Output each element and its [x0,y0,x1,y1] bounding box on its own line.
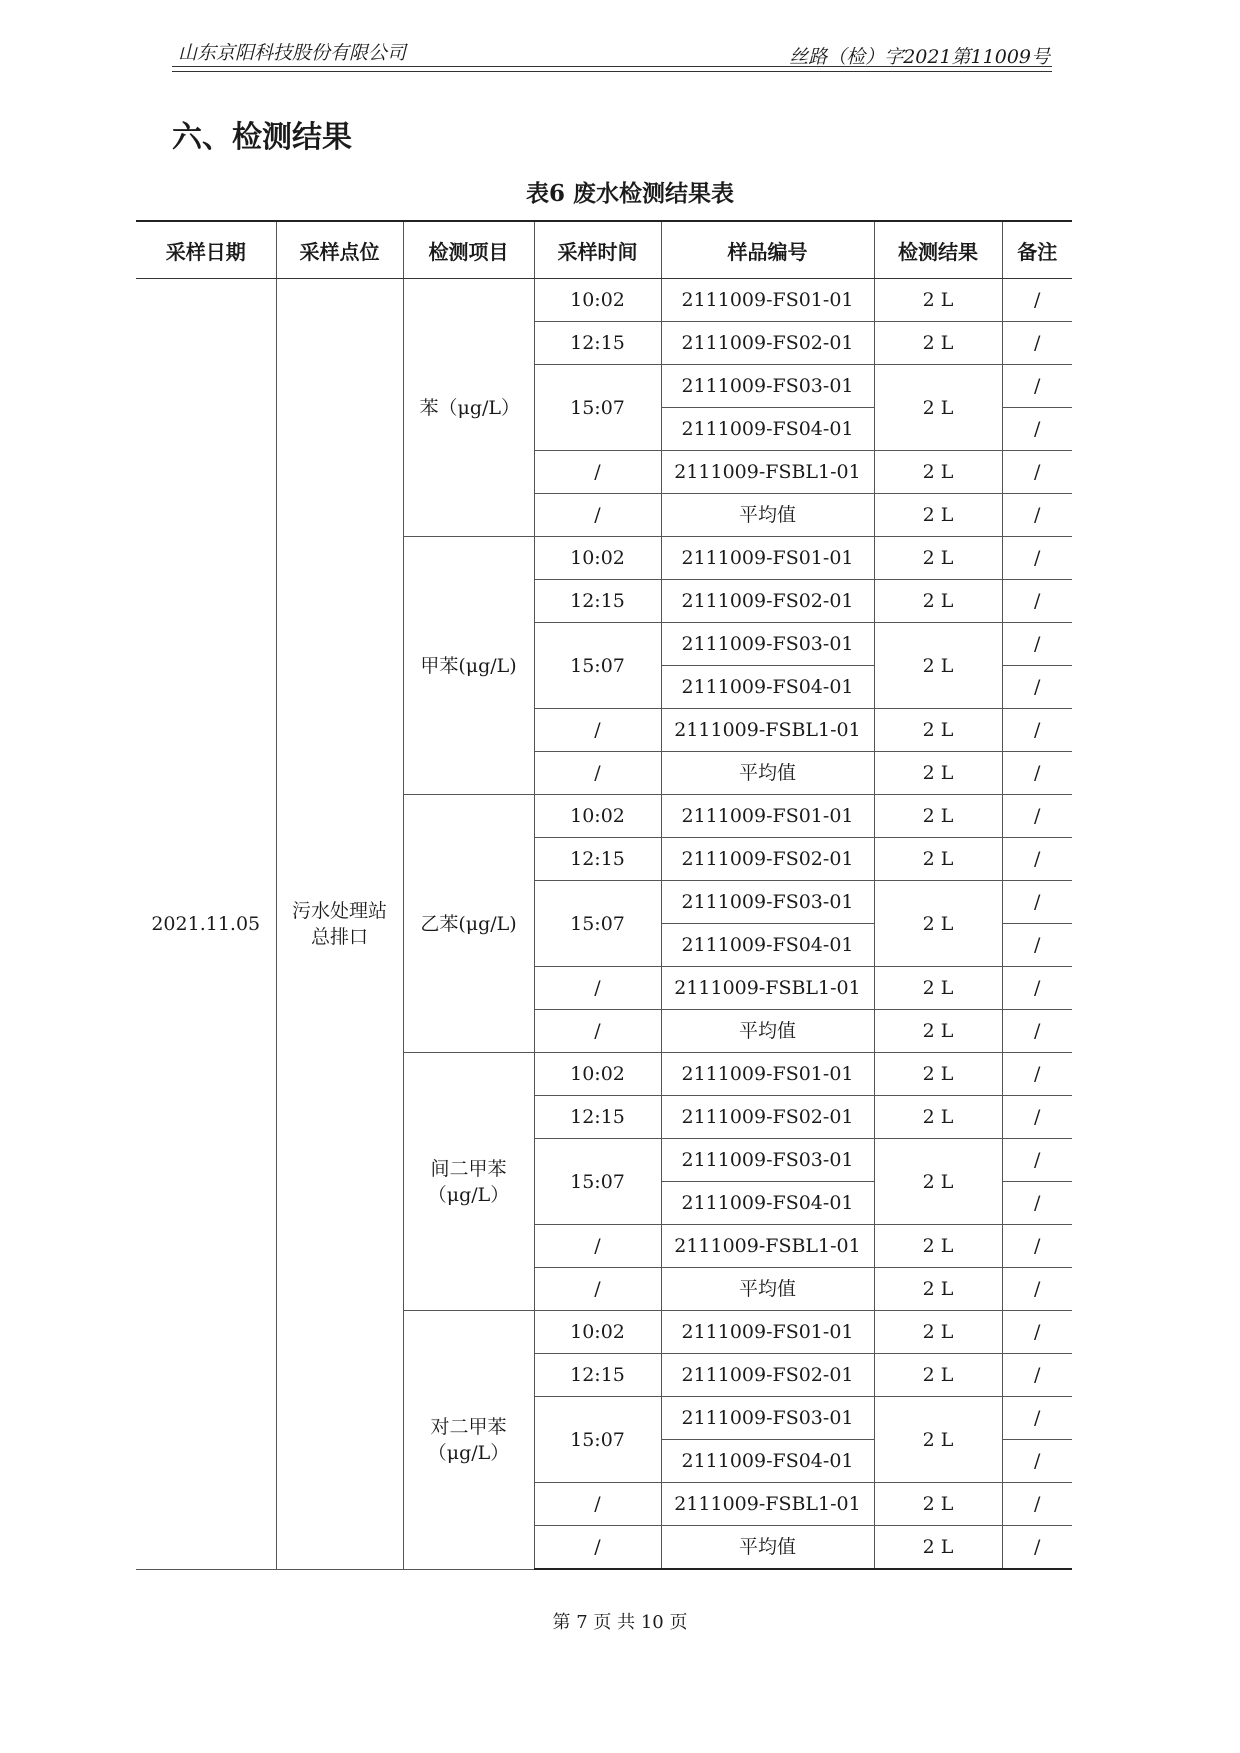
remark-cell: / [1002,1440,1072,1483]
sample-id-cell: 2111009-FS01-01 [661,537,874,580]
col-header-date: 采样日期 [136,221,276,279]
sampling-time-cell: 12:15 [534,580,661,623]
remark-cell: / [1002,580,1072,623]
sampling-time-cell: 15:07 [534,1397,661,1483]
test-item-cell: 甲苯(μg/L) [403,537,534,795]
sample-id-cell: 2111009-FS01-01 [661,795,874,838]
sample-id-cell: 2111009-FS01-01 [661,279,874,322]
test-result-cell: 2 L [874,795,1002,838]
sampling-time-cell: 10:02 [534,1311,661,1354]
test-result-cell: 2 L [874,623,1002,709]
test-result-cell: 2 L [874,365,1002,451]
remark-cell: / [1002,1182,1072,1225]
sample-id-cell: 平均值 [661,1010,874,1053]
sampling-time-cell: / [534,494,661,537]
sample-id-cell: 2111009-FSBL1-01 [661,1483,874,1526]
sample-id-cell: 2111009-FS02-01 [661,322,874,365]
sample-id-cell: 2111009-FS03-01 [661,1139,874,1182]
remark-cell: / [1002,623,1072,666]
sample-id-cell: 2111009-FS02-01 [661,580,874,623]
sampling-time-cell: / [534,1010,661,1053]
sampling-time-cell: / [534,1225,661,1268]
sample-id-cell: 2111009-FS02-01 [661,1096,874,1139]
report-number: 丝路（检）字2021第11009号 [789,46,1050,68]
test-result-cell: 2 L [874,967,1002,1010]
test-item-cell: 对二甲苯（μg/L） [403,1311,534,1570]
test-result-cell: 2 L [874,1311,1002,1354]
page-footer: 第 7 页 共 10 页 [552,1612,688,1633]
table-caption: 表6 废水检测结果表 [525,180,734,207]
test-item-cell: 间二甲苯（μg/L） [403,1053,534,1311]
remark-cell: / [1002,924,1072,967]
remark-cell: / [1002,1354,1072,1397]
col-header-site: 采样点位 [276,221,403,279]
sample-id-cell: 2111009-FSBL1-01 [661,451,874,494]
test-result-cell: 2 L [874,1010,1002,1053]
section-title: 六、检测结果 [172,120,352,155]
sample-id-cell: 2111009-FS04-01 [661,666,874,709]
test-result-cell: 2 L [874,1225,1002,1268]
test-result-cell: 2 L [874,838,1002,881]
test-result-cell: 2 L [874,1354,1002,1397]
remark-cell: / [1002,1311,1072,1354]
col-header-item: 检测项目 [403,221,534,279]
remark-cell: / [1002,322,1072,365]
sampling-time-cell: / [534,1483,661,1526]
sample-id-cell: 2111009-FS02-01 [661,1354,874,1397]
sampling-time-cell: 10:02 [534,1053,661,1096]
col-header-sample: 样品编号 [661,221,874,279]
test-result-cell: 2 L [874,537,1002,580]
sampling-time-cell: / [534,451,661,494]
sample-id-cell: 2111009-FS03-01 [661,365,874,408]
sample-id-cell: 2111009-FSBL1-01 [661,709,874,752]
sampling-date-cell: 2021.11.05 [136,279,276,1570]
remark-cell: / [1002,1225,1072,1268]
remark-cell: / [1002,1010,1072,1053]
remark-cell: / [1002,709,1072,752]
test-result-cell: 2 L [874,1483,1002,1526]
sampling-time-cell: / [534,752,661,795]
sampling-time-cell: 15:07 [534,365,661,451]
sampling-time-cell: 15:07 [534,881,661,967]
company-name: 山东京阳科技股份有限公司 [178,42,407,64]
sample-id-cell: 2111009-FS01-01 [661,1311,874,1354]
table-row [136,279,1072,322]
header-divider [172,66,1052,67]
sample-id-cell: 2111009-FS02-01 [661,838,874,881]
test-result-cell: 2 L [874,1526,1002,1570]
sample-id-cell: 平均值 [661,1526,874,1570]
sampling-time-cell: 10:02 [534,537,661,580]
sample-id-cell: 平均值 [661,752,874,795]
col-header-note: 备注 [1002,221,1072,279]
sample-id-cell: 2111009-FSBL1-01 [661,1225,874,1268]
sampling-time-cell: 12:15 [534,322,661,365]
sampling-time-cell: / [534,709,661,752]
test-result-cell: 2 L [874,752,1002,795]
sampling-time-cell: / [534,1526,661,1570]
remark-cell: / [1002,1096,1072,1139]
remark-cell: / [1002,1268,1072,1311]
sample-id-cell: 2111009-FS04-01 [661,924,874,967]
remark-cell: / [1002,1397,1072,1440]
remark-cell: / [1002,365,1072,408]
remark-cell: / [1002,967,1072,1010]
remark-cell: / [1002,795,1072,838]
remark-cell: / [1002,1053,1072,1096]
test-result-cell: 2 L [874,1397,1002,1483]
test-result-cell: 2 L [874,1053,1002,1096]
test-result-cell: 2 L [874,709,1002,752]
sample-id-cell: 平均值 [661,494,874,537]
test-result-cell: 2 L [874,494,1002,537]
sampling-time-cell: 15:07 [534,1139,661,1225]
remark-cell: / [1002,1483,1072,1526]
test-item-cell: 乙苯(μg/L) [403,795,534,1053]
test-result-cell: 2 L [874,279,1002,322]
sampling-time-cell: 15:07 [534,623,661,709]
test-result-cell: 2 L [874,451,1002,494]
results-table [136,220,1072,1570]
test-result-cell: 2 L [874,1268,1002,1311]
sample-id-cell: 2111009-FSBL1-01 [661,967,874,1010]
test-result-cell: 2 L [874,881,1002,967]
sample-id-cell: 2111009-FS03-01 [661,1397,874,1440]
sample-id-cell: 2111009-FS03-01 [661,623,874,666]
remark-cell: / [1002,752,1072,795]
remark-cell: / [1002,451,1072,494]
sample-id-cell: 2111009-FS04-01 [661,1440,874,1483]
remark-cell: / [1002,1526,1072,1570]
col-header-result: 检测结果 [874,221,1002,279]
remark-cell: / [1002,408,1072,451]
remark-cell: / [1002,666,1072,709]
test-result-cell: 2 L [874,322,1002,365]
remark-cell: / [1002,494,1072,537]
header-divider-lower [172,71,1052,72]
test-result-cell: 2 L [874,580,1002,623]
sample-id-cell: 2111009-FS03-01 [661,881,874,924]
sample-id-cell: 平均值 [661,1268,874,1311]
remark-cell: / [1002,838,1072,881]
sample-id-cell: 2111009-FS04-01 [661,408,874,451]
col-header-time: 采样时间 [534,221,661,279]
test-result-cell: 2 L [874,1139,1002,1225]
sampling-time-cell: 10:02 [534,795,661,838]
remark-cell: / [1002,537,1072,580]
remark-cell: / [1002,881,1072,924]
sampling-site-cell: 污水处理站总排口 [276,279,403,1570]
sampling-time-cell: 12:15 [534,838,661,881]
sampling-time-cell: 10:02 [534,279,661,322]
table-header-row [136,221,1072,279]
sample-id-cell: 2111009-FS04-01 [661,1182,874,1225]
sampling-time-cell: / [534,967,661,1010]
test-item-cell: 苯（μg/L） [403,279,534,537]
sampling-time-cell: / [534,1268,661,1311]
test-result-cell: 2 L [874,1096,1002,1139]
sampling-time-cell: 12:15 [534,1354,661,1397]
remark-cell: / [1002,279,1072,322]
remark-cell: / [1002,1139,1072,1182]
sampling-time-cell: 12:15 [534,1096,661,1139]
sample-id-cell: 2111009-FS01-01 [661,1053,874,1096]
